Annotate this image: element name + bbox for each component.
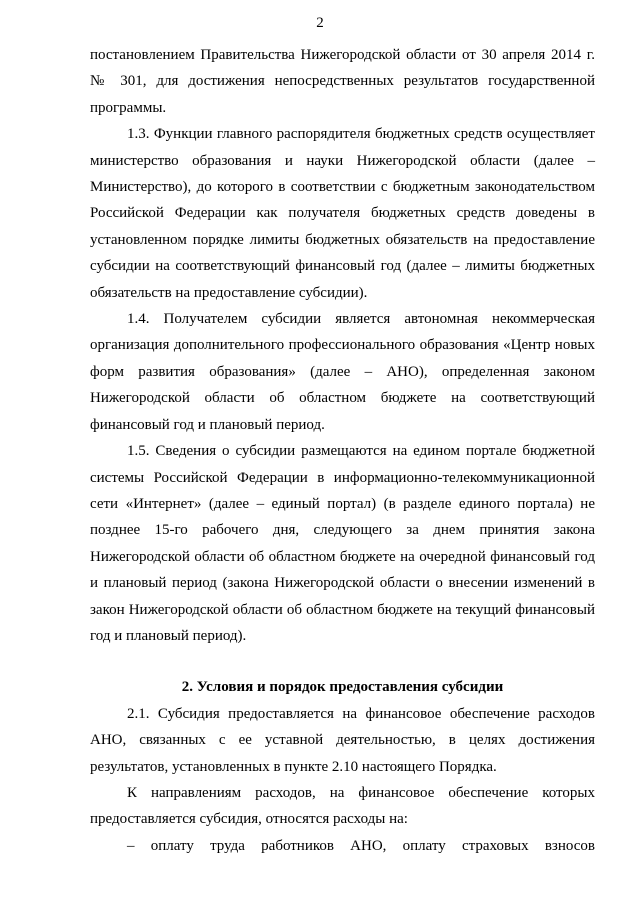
paragraph-2-1: 2.1. Субсидия предоставляется на финансовое обеспечение расходов АНО, связанных с ее уставной деятельностью, в целях достижения результатов, установленных в пункте 2.10 настоящего Порядка.	[90, 705, 595, 775]
list-item-labor-costs: – оплату труда работников АНО, оплату страховых взносов	[127, 837, 595, 854]
paragraph-1-5: 1.5. Сведения о субсидии размещаются на едином портале бюджетной системы Российской Федерации в информационно-телекоммуникационной сети «Интернет» (далее – единый портал) (в разделе единого портала) не позднее 15-го рабочего дня, следующего за днем принятия закона Нижегородской области об областном бюджете на очередной финансовый год и плановый период (закона Нижегородской области о внесении изменений в закон Нижегородской области об областном бюджете на текущий финансовый год и плановый период).	[90, 443, 595, 644]
paragraph-expense-directions: К направлениям расходов, на финансовое обеспечение которых предоставляется субсидия, относятся расходы на:	[90, 784, 595, 828]
paragraph-1-4: 1.4. Получателем субсидии является автономная некоммерческая организация дополнительного профессионального образования «Центр новых форм развития образования» (далее – АНО), определенная законом Нижегородской области об областном бюджете на соответствующий финансовый год и плановый период.	[90, 311, 595, 433]
paragraph-1-3: 1.3. Функции главного распорядителя бюджетных средств осуществляет министерство образования и науки Нижегородской области (далее – Министерство), до которого в соответствии с бюджетным законодательством Российской Федерации как получателя бюджетных средств доведены в установленном порядке лимиты бюджетных обязательств на предоставление субсидии на соответствующий финансовый год (далее – лимиты бюджетных обязательств на предоставление субсидии).	[90, 126, 595, 301]
section-heading-2: 2. Условия и порядок предоставления субсидии	[181, 679, 504, 696]
document-body	[90, 42, 595, 859]
paragraph-continuation: постановлением Правительства Нижегородской области от 30 апреля 2014 г. № 301, для достижения непосредственных результатов государственной программы.	[90, 47, 595, 116]
section-spacer	[90, 649, 595, 674]
page-number: 2	[316, 15, 324, 31]
